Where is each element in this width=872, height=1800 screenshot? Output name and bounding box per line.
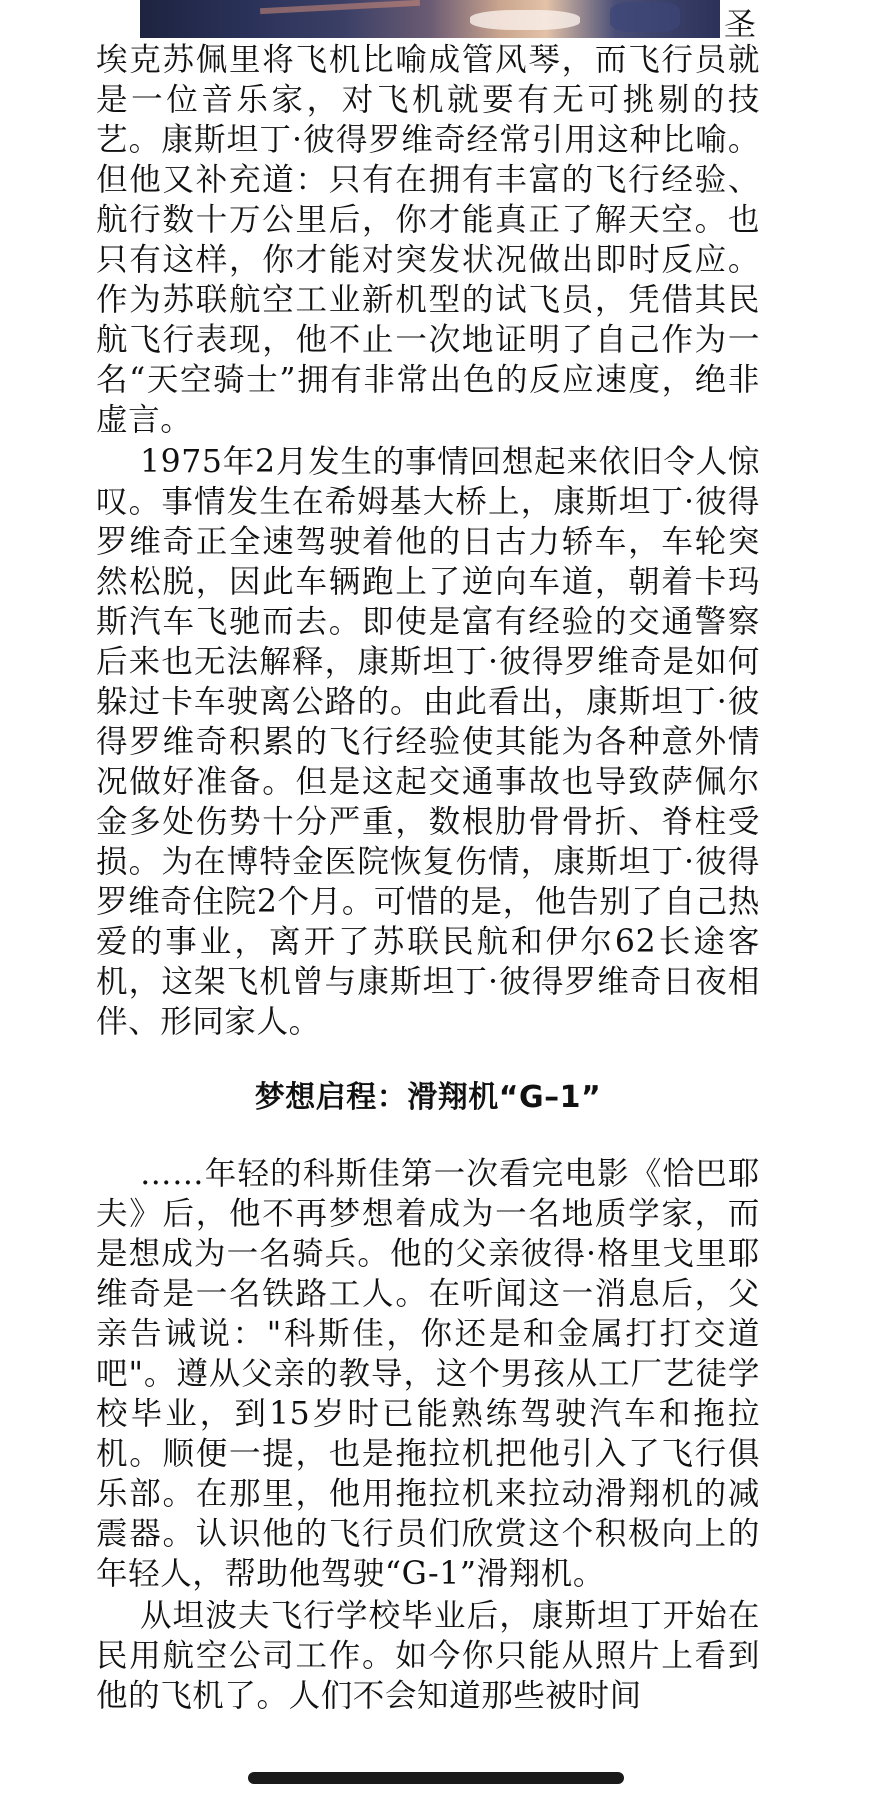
- caption-trailing-char: 圣: [724, 5, 757, 43]
- paragraph: 1975年2月发生的事情回想起来依旧令人惊叹。事情发生在希姆基大桥上，康斯坦丁·彼得罗维奇正全速驾驶着他的日古力轿车，车轮突然松脱，因此车辆跑上了逆向车道，朝着卡玛斯汽车飞驰而去。即使是富有经验的交通警察后来也无法解释，康斯坦丁·彼得罗维奇是如何躲过卡车驶离公路的。由此看出，康斯坦丁·彼得罗维奇积累的飞行经验使其能为各种意外情况做好准备。但是这起交通事故也导致萨佩尔金多处伤势十分严重，数根肋骨骨折、脊柱受损。为在博特金医院恢复伤情，康斯坦丁·彼得罗维奇住院2个月。可惜的是，他告别了自己热爱的事业，离开了苏联民航和伊尔62长途客机，这架飞机曾与康斯坦丁·彼得罗维奇日夜相伴、形同家人。: [96, 444, 760, 1040]
- article-photo: [140, 0, 720, 38]
- article-body: [96, 40, 760, 1716]
- paragraph: 埃克苏佩里将飞机比喻成管风琴，而飞行员就是一位音乐家，对飞机就要有无可挑剔的技艺。康斯坦丁·彼得罗维奇经常引用这种比喻。但他又补充道：只有在拥有丰富的飞行经验、航行数十万公里后，你才能真正了解天空。也只有这样，你才能对突发状况做出即时反应。作为苏联航空工业新机型的试飞员，凭借其民航飞行表现，他不止一次地证明了自己作为一名“天空骑士”拥有非常出色的反应速度，绝非虚言。: [96, 42, 760, 438]
- paragraph: 从坦波夫飞行学校毕业后，康斯坦丁开始在民用航空公司工作。如今你只能从照片上看到他的飞机了。人们不会知道那些被时间: [96, 1598, 760, 1714]
- photo-detail: [260, 0, 420, 14]
- paragraph: ……年轻的科斯佳第一次看完电影《恰巴耶夫》后，他不再梦想着成为一名地质学家，而是想成为一名骑兵。他的父亲彼得·格里戈里耶维奇是一名铁路工人。在听闻这一消息后，父亲告诫说："科斯佳，你还是和金属打打交道吧"。遵从父亲的教导，这个男孩从工厂艺徒学校毕业，到15岁时已能熟练驾驶汽车和拖拉机。顺便一提，也是拖拉机把他引入了飞行俱乐部。在那里，他用拖拉机来拉动滑翔机的减震器。认识他的飞行员们欣赏这个积极向上的年轻人，帮助他驾驶“G-1”滑翔机。: [96, 1156, 760, 1592]
- home-indicator[interactable]: [248, 1772, 624, 1784]
- section-heading: 梦想启程：滑翔机“G–1”: [254, 1080, 602, 1115]
- photo-detail: [470, 10, 580, 30]
- photo-detail: [610, 2, 680, 32]
